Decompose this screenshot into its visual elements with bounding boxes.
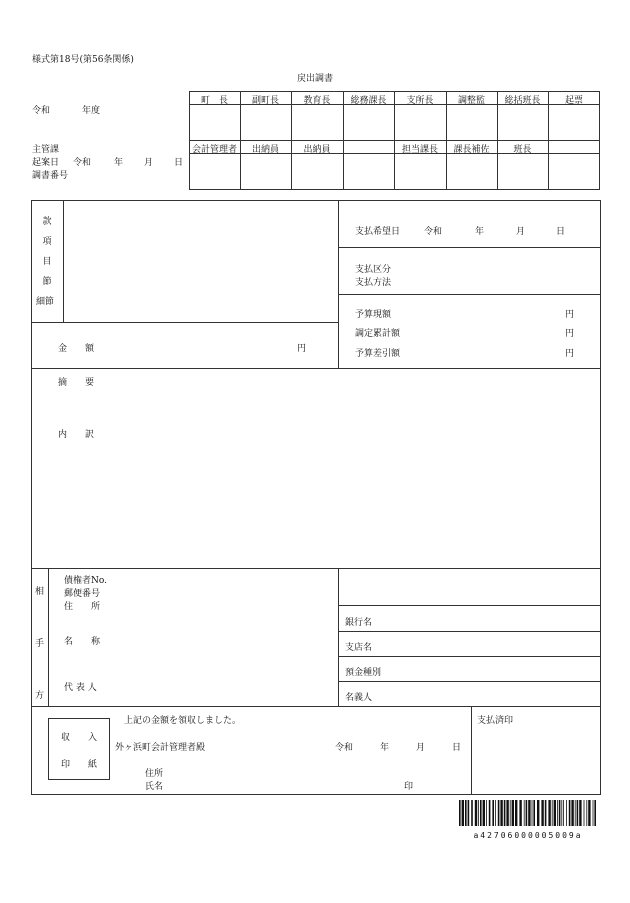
barcode-bar [512, 800, 514, 826]
barcode-bar [471, 800, 473, 826]
budget-current-yen: 円 [565, 310, 575, 320]
barcode-bar [468, 800, 470, 826]
receipt-day: 日 [452, 743, 462, 753]
fiscal-year-label: 年度 [82, 106, 101, 116]
account-holder-label: 名義人 [345, 693, 373, 703]
barcode-bar [545, 800, 547, 826]
era-label: 令和 [32, 106, 51, 116]
revenue-stamp-line-2: 印 紙 [60, 760, 97, 770]
deposit-type-label: 預金種別 [345, 668, 382, 678]
party-vertical-1: 相 [35, 587, 45, 597]
drafted-day: 日 [174, 158, 184, 168]
receipt-address-label: 住所 [145, 769, 164, 779]
barcode-bar [575, 800, 576, 826]
barcode-bar [524, 800, 525, 826]
payment-date-era: 令和 [424, 227, 443, 237]
barcode-bar [594, 800, 596, 826]
stamp-header-coordinator: 調整監 [457, 96, 485, 106]
barcode-bar [559, 800, 561, 826]
stamp-header-team-leader: 班長 [513, 145, 532, 155]
receipt-name-label: 氏名 [145, 782, 164, 792]
bank-name-label: 銀行名 [345, 618, 373, 628]
amount-yen: 円 [297, 344, 307, 354]
barcode-bar [577, 800, 579, 826]
payment-date-day: 日 [556, 227, 566, 237]
barcode-bar [486, 800, 487, 826]
name-label: 名 称 [64, 637, 101, 647]
payment-class-label: 支払区分 [355, 265, 392, 275]
barcode-bar [552, 800, 553, 826]
barcode-bar [465, 800, 467, 826]
barcode-bar [588, 800, 590, 826]
breakdown-label: 内 訳 [58, 430, 95, 440]
receipt-year: 年 [380, 743, 390, 753]
representative-label: 代 表 人 [64, 683, 97, 693]
barcode-bar [500, 800, 502, 826]
barcode-bar [510, 800, 511, 826]
stamp-header-accountant: 会計管理者 [191, 145, 237, 155]
budget-saisetsu: 細節 [36, 297, 55, 307]
barcode-bar [532, 800, 533, 826]
barcode-bar [584, 800, 585, 826]
budget-current-label: 予算現額 [355, 310, 392, 320]
form-id: 様式第18号(第56条関係) [32, 55, 134, 65]
doc-no-label: 調書番号 [32, 171, 69, 181]
party-vertical-3: 方 [35, 691, 45, 701]
barcode-bar [563, 800, 564, 826]
barcode-bar [492, 800, 494, 826]
branch-name-label: 支店名 [345, 643, 373, 653]
stamp-header-assistant-chief: 課長補佐 [453, 145, 490, 155]
barcode-bar [504, 800, 506, 826]
receipt-month: 月 [416, 743, 426, 753]
barcode-bar [579, 800, 581, 826]
budget-balance-yen: 円 [565, 349, 575, 359]
barcode-bar [483, 800, 485, 826]
barcode-bar [489, 800, 491, 826]
receipt-addressee: 外ヶ浜町会計管理者殿 [115, 743, 206, 753]
payment-date-year: 年 [475, 227, 485, 237]
stamp-header-branch: 支所長 [406, 96, 434, 106]
drafted-year: 年 [114, 158, 124, 168]
stamp-header-chief: 総括班長 [504, 96, 541, 106]
barcode-bar [571, 800, 573, 826]
barcode-bar [506, 800, 508, 826]
page-title: 戻出調書 [296, 74, 333, 84]
summary-label: 摘 要 [58, 378, 95, 388]
payment-date-month: 月 [516, 227, 526, 237]
barcode-bar [528, 800, 530, 826]
barcode-bar [548, 800, 550, 826]
barcode-bar [541, 800, 543, 826]
revenue-stamp-line-1: 収 入 [60, 733, 97, 743]
drafted-month: 月 [144, 158, 154, 168]
stamp-header-section-chief: 担当課長 [401, 145, 438, 155]
budget-setsu: 節 [42, 277, 52, 287]
barcode-bar [566, 800, 567, 826]
stamp-header-education: 教育長 [303, 96, 331, 106]
revenue-stamp-box [48, 718, 110, 780]
stamp-header-drafter: 起票 [564, 96, 583, 106]
barcode-number: a42706000005009a [473, 831, 583, 840]
payment-date-label: 支払希望日 [355, 227, 401, 237]
budget-kou: 項 [42, 237, 52, 247]
receipt-seal-label: 印 [404, 782, 414, 792]
amount-label: 金 額 [58, 344, 95, 354]
drafted-era: 令和 [73, 158, 92, 168]
stamp-header-cashier-1: 出納員 [251, 145, 279, 155]
party-vertical-2: 手 [35, 639, 45, 649]
dept-label: 主管課 [32, 145, 60, 155]
barcode-bar [569, 800, 571, 826]
barcode-bar [495, 800, 496, 826]
barcode-image [458, 800, 598, 826]
barcode-bar [475, 800, 477, 826]
budget-cumulative-yen: 円 [565, 329, 575, 339]
paid-stamp-label: 支払済印 [477, 716, 514, 726]
barcode-bar [586, 800, 587, 826]
postal-code-label: 郵便番号 [64, 589, 101, 599]
receipt-era: 令和 [335, 743, 354, 753]
budget-kan: 款 [42, 217, 52, 227]
barcode-bar [515, 800, 517, 826]
barcode-bar [519, 800, 521, 826]
budget-balance-label: 予算差引額 [355, 349, 401, 359]
barcode-bar [459, 800, 461, 826]
barcode-bar [537, 800, 539, 826]
barcode-bar [478, 800, 479, 826]
budget-cumulative-label: 調定累計額 [355, 329, 401, 339]
barcode-bar [561, 800, 562, 826]
address-label: 住 所 [64, 602, 101, 612]
stamp-header-cashier-2: 出納員 [303, 145, 331, 155]
stamp-header-general-affairs: 総務課長 [350, 96, 387, 106]
drafted-label: 起案日 [32, 158, 60, 168]
barcode-bar [462, 800, 464, 826]
barcode-bar [593, 800, 594, 826]
stamp-header-mayor: 町 長 [200, 96, 228, 106]
payment-method-label: 支払方法 [355, 278, 392, 288]
budget-moku: 目 [42, 257, 52, 267]
barcode-bar [498, 800, 500, 826]
receipt-statement: 上記の金額を領収しました。 [124, 716, 242, 726]
barcode-bar [557, 800, 558, 826]
barcode-bar [533, 800, 535, 826]
stamp-header-deputy-mayor: 副町長 [251, 96, 279, 106]
barcode-bar [526, 800, 528, 826]
creditor-no-label: 債権者No. [64, 576, 107, 586]
barcode-bar [554, 800, 556, 826]
barcode-bar [480, 800, 482, 826]
